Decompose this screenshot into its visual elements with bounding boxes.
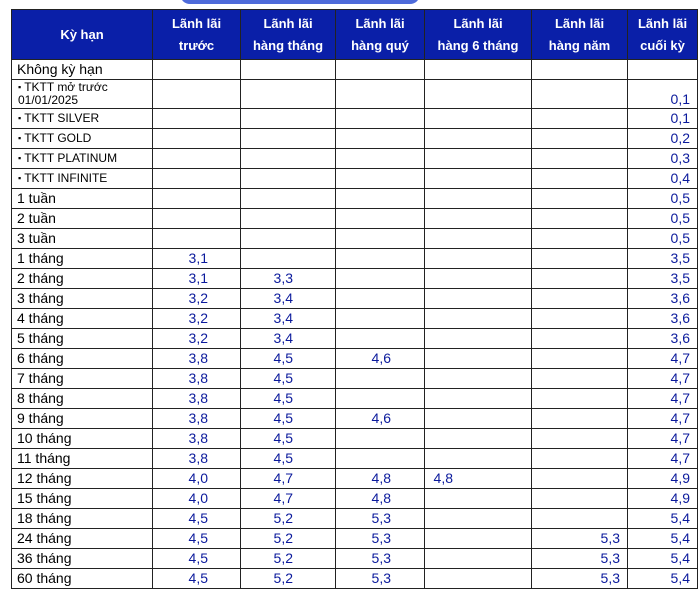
term-label: 24 tháng: [17, 530, 72, 546]
term-cell: [12, 149, 153, 169]
rate-cell: 5,3: [532, 529, 628, 549]
term-cell: [12, 409, 153, 429]
rate-cell: 5,2: [241, 549, 336, 569]
rate-cell: [532, 429, 628, 449]
rate-cell: 4,0: [153, 469, 241, 489]
table-header-row: [12, 10, 698, 60]
rate-cell: [153, 129, 241, 149]
rate-cell: 3,6: [628, 289, 698, 309]
header-term: Kỳ hạn: [12, 10, 153, 60]
rate-cell: [425, 489, 532, 509]
rate-cell: [241, 80, 336, 109]
rate-cell: [425, 289, 532, 309]
table-row: [12, 229, 698, 249]
term-label: 5 tháng: [17, 330, 64, 346]
rate-cell: [153, 109, 241, 129]
rate-cell: [336, 369, 425, 389]
rate-cell: [336, 60, 425, 80]
rate-cell: 0,5: [628, 209, 698, 229]
rate-cell: 5,2: [241, 509, 336, 529]
rate-cell: 4,9: [628, 489, 698, 509]
rate-cell: [241, 109, 336, 129]
rate-cell: 4,8: [425, 469, 532, 489]
rate-cell: 3,6: [628, 329, 698, 349]
rate-cell: 3,2: [153, 329, 241, 349]
table-row: [12, 389, 698, 409]
term-cell: [12, 329, 153, 349]
rate-cell: [532, 509, 628, 529]
rate-cell: 0,1: [628, 109, 698, 129]
rate-cell: [532, 369, 628, 389]
rate-cell: 3,1: [153, 249, 241, 269]
term-label: 1 tháng: [17, 250, 64, 266]
rate-cell: 0,3: [628, 149, 698, 169]
rate-cell: 4,8: [336, 469, 425, 489]
rate-cell: [153, 229, 241, 249]
rate-cell: [153, 169, 241, 189]
bullet-icon: ▪: [18, 133, 22, 143]
rate-cell: 3,4: [241, 289, 336, 309]
rate-cell: [532, 209, 628, 229]
rate-cell: [241, 169, 336, 189]
rate-cell: [336, 249, 425, 269]
rate-cell: 4,5: [153, 509, 241, 529]
term-label: 1 tuần: [17, 190, 56, 206]
rate-cell: 4,5: [153, 569, 241, 589]
table-row: [12, 289, 698, 309]
rate-cell: 4,6: [336, 409, 425, 429]
term-label: 8 tháng: [17, 390, 64, 406]
table-row: [12, 509, 698, 529]
rate-cell: [425, 449, 532, 469]
rate-cell: [241, 60, 336, 80]
term-label: 36 tháng: [17, 550, 72, 566]
rate-cell: 4,5: [153, 549, 241, 569]
rate-cell: [336, 269, 425, 289]
header-pay-yearly: Lãnh lãi hàng năm: [532, 10, 628, 60]
rate-cell: [425, 209, 532, 229]
bullet-icon: ▪: [18, 173, 22, 183]
header-pay-at-maturity: Lãnh lãi cuối kỳ: [628, 10, 698, 60]
rate-cell: [532, 469, 628, 489]
table-row: [12, 429, 698, 449]
rate-cell: [425, 229, 532, 249]
rate-cell: [532, 329, 628, 349]
rate-cell: [425, 60, 532, 80]
rate-cell: [336, 149, 425, 169]
rate-cell: [532, 60, 628, 80]
term-cell: [12, 429, 153, 449]
term-cell: [12, 569, 153, 589]
rate-cell: [425, 129, 532, 149]
interest-rate-table: [11, 9, 698, 589]
rate-cell: [425, 569, 532, 589]
term-cell: [12, 469, 153, 489]
rate-cell: 4,6: [336, 349, 425, 369]
term-cell: [12, 269, 153, 289]
rate-cell: [532, 389, 628, 409]
table-row: [12, 369, 698, 389]
rate-cell: 5,3: [336, 569, 425, 589]
table-row: [12, 309, 698, 329]
rate-cell: 4,0: [153, 489, 241, 509]
term-cell: [12, 60, 153, 80]
rate-cell: 0,1: [628, 80, 698, 109]
rate-cell: 5,4: [628, 529, 698, 549]
term-cell: [12, 349, 153, 369]
rate-cell: [532, 169, 628, 189]
rate-cell: [336, 109, 425, 129]
rate-cell: [425, 349, 532, 369]
term-label: 7 tháng: [17, 370, 64, 386]
rate-cell: [241, 149, 336, 169]
rate-cell: 0,5: [628, 189, 698, 209]
term-cell: [12, 129, 153, 149]
term-label: 3 tuần: [17, 230, 56, 246]
rate-cell: 5,3: [336, 509, 425, 529]
term-label: TKTT PLATINUM: [24, 151, 118, 165]
rate-cell: 3,4: [241, 329, 336, 349]
top-decoration: [180, 0, 420, 4]
term-label: 2 tháng: [17, 270, 64, 286]
rate-cell: [628, 60, 698, 80]
rate-cell: 4,7: [628, 409, 698, 429]
table-row: [12, 349, 698, 369]
rate-cell: [336, 229, 425, 249]
rate-cell: [425, 109, 532, 129]
term-cell: [12, 289, 153, 309]
rate-cell: 0,4: [628, 169, 698, 189]
rate-cell: [153, 149, 241, 169]
rate-cell: [425, 169, 532, 189]
term-label: TKTT mở trước 01/01/2025: [18, 80, 108, 107]
rate-cell: [336, 289, 425, 309]
bullet-icon: ▪: [18, 82, 22, 92]
rate-cell: [425, 269, 532, 289]
rate-cell: 5,2: [241, 529, 336, 549]
term-label: Không kỳ hạn: [17, 61, 103, 77]
rate-cell: 4,7: [628, 389, 698, 409]
rate-cell: 4,5: [241, 369, 336, 389]
table-row: [12, 449, 698, 469]
rate-cell: 0,2: [628, 129, 698, 149]
table-row: [12, 189, 698, 209]
rate-cell: 3,6: [628, 309, 698, 329]
rate-cell: [425, 80, 532, 109]
rate-cell: [336, 309, 425, 329]
rate-cell: 3,1: [153, 269, 241, 289]
term-label: 18 tháng: [17, 510, 72, 526]
table-row: [12, 249, 698, 269]
bullet-icon: ▪: [18, 113, 22, 123]
header-pay-quarterly: Lãnh lãi hàng quý: [336, 10, 425, 60]
rate-cell: [336, 389, 425, 409]
rate-cell: [425, 329, 532, 349]
rate-cell: 5,3: [532, 569, 628, 589]
rate-cell: [532, 289, 628, 309]
rate-cell: 3,3: [241, 269, 336, 289]
rate-cell: 4,7: [241, 469, 336, 489]
rate-cell: [425, 249, 532, 269]
rate-cell: [532, 409, 628, 429]
rate-cell: 4,5: [153, 529, 241, 549]
rate-cell: [532, 349, 628, 369]
rate-cell: [532, 80, 628, 109]
rate-cell: [425, 309, 532, 329]
rate-cell: [425, 149, 532, 169]
rate-cell: [425, 429, 532, 449]
term-label: 2 tuần: [17, 210, 56, 226]
rate-cell: [336, 189, 425, 209]
term-label: 11 tháng: [17, 450, 71, 466]
rate-cell: [425, 409, 532, 429]
table-row: [12, 60, 698, 80]
term-cell: [12, 169, 153, 189]
rate-cell: 4,7: [628, 349, 698, 369]
rate-cell: 4,7: [241, 489, 336, 509]
term-label: 12 tháng: [17, 470, 72, 486]
rate-cell: [241, 229, 336, 249]
term-label: 10 tháng: [17, 430, 72, 446]
rate-cell: 3,8: [153, 409, 241, 429]
rate-cell: [336, 129, 425, 149]
term-cell: [12, 189, 153, 209]
rate-cell: [153, 189, 241, 209]
rate-cell: 3,2: [153, 289, 241, 309]
rate-cell: 5,3: [532, 549, 628, 569]
rate-cell: 4,5: [241, 429, 336, 449]
rate-cell: [532, 249, 628, 269]
rate-cell: 4,7: [628, 449, 698, 469]
term-label: 4 tháng: [17, 310, 64, 326]
rate-cell: [425, 549, 532, 569]
term-cell: [12, 229, 153, 249]
rate-cell: [241, 249, 336, 269]
rate-cell: [336, 429, 425, 449]
term-cell: [12, 309, 153, 329]
rate-cell: 5,4: [628, 569, 698, 589]
rate-cell: [532, 449, 628, 469]
rate-cell: [425, 369, 532, 389]
rate-cell: [241, 209, 336, 229]
rate-cell: [153, 209, 241, 229]
term-label: 15 tháng: [17, 490, 72, 506]
table-row: [12, 209, 698, 229]
rate-cell: 5,3: [336, 549, 425, 569]
rate-cell: 3,8: [153, 429, 241, 449]
rate-cell: 5,3: [336, 529, 425, 549]
rate-cell: [336, 449, 425, 469]
rate-cell: 5,2: [241, 569, 336, 589]
rate-cell: 3,8: [153, 449, 241, 469]
rate-cell: 3,8: [153, 369, 241, 389]
term-cell: [12, 209, 153, 229]
rate-cell: 4,5: [241, 449, 336, 469]
term-cell: [12, 509, 153, 529]
rate-cell: 3,5: [628, 269, 698, 289]
rate-cell: [336, 169, 425, 189]
term-label: 3 tháng: [17, 290, 64, 306]
rate-cell: [532, 149, 628, 169]
rate-cell: [153, 80, 241, 109]
table-row: [12, 329, 698, 349]
header-pay-upfront: Lãnh lãi trước: [153, 10, 241, 60]
rate-cell: [532, 229, 628, 249]
rate-cell: 3,8: [153, 349, 241, 369]
table-row: [12, 269, 698, 289]
rate-cell: 4,7: [628, 429, 698, 449]
rate-cell: [241, 189, 336, 209]
rate-cell: [532, 309, 628, 329]
term-cell: [12, 549, 153, 569]
rate-cell: 4,5: [241, 349, 336, 369]
table-row: [12, 149, 698, 169]
header-pay-6-months: Lãnh lãi hàng 6 tháng: [425, 10, 532, 60]
term-label: TKTT INFINITE: [24, 171, 108, 185]
term-cell: [12, 369, 153, 389]
term-label: TKTT SILVER: [24, 111, 100, 125]
rate-cell: 3,5: [628, 249, 698, 269]
rate-cell: [425, 389, 532, 409]
rate-cell: [532, 269, 628, 289]
table-row: [12, 109, 698, 129]
term-cell: [12, 489, 153, 509]
rate-cell: 3,8: [153, 389, 241, 409]
rate-cell: [425, 509, 532, 529]
rate-cell: [532, 489, 628, 509]
term-label: 60 tháng: [17, 570, 72, 586]
rate-cell: [336, 209, 425, 229]
term-label: 6 tháng: [17, 350, 64, 366]
term-label: TKTT GOLD: [24, 131, 92, 145]
rate-cell: 3,2: [153, 309, 241, 329]
term-cell: [12, 80, 153, 109]
rate-cell: [532, 129, 628, 149]
table-row: [12, 529, 698, 549]
table-row: [12, 409, 698, 429]
term-label: 9 tháng: [17, 410, 64, 426]
rate-cell: [532, 189, 628, 209]
rate-cell: [336, 329, 425, 349]
rate-cell: 4,9: [628, 469, 698, 489]
bullet-icon: ▪: [18, 153, 22, 163]
table-row: [12, 80, 698, 109]
rate-cell: 5,4: [628, 549, 698, 569]
term-cell: [12, 449, 153, 469]
rate-cell: 3,4: [241, 309, 336, 329]
rate-cell: 4,7: [628, 369, 698, 389]
rate-cell: [336, 80, 425, 109]
header-pay-monthly: Lãnh lãi hàng tháng: [241, 10, 336, 60]
table-row: [12, 129, 698, 149]
rate-cell: 4,5: [241, 409, 336, 429]
rate-cell: 4,5: [241, 389, 336, 409]
table-row: [12, 569, 698, 589]
table-row: [12, 489, 698, 509]
table-row: [12, 549, 698, 569]
table-row: [12, 469, 698, 489]
rate-cell: [153, 60, 241, 80]
term-cell: [12, 249, 153, 269]
rate-cell: [425, 529, 532, 549]
rate-cell: [241, 129, 336, 149]
term-cell: [12, 389, 153, 409]
rate-cell: 4,8: [336, 489, 425, 509]
term-cell: [12, 109, 153, 129]
rate-cell: 5,4: [628, 509, 698, 529]
rate-cell: 0,5: [628, 229, 698, 249]
term-cell: [12, 529, 153, 549]
rate-cell: [532, 109, 628, 129]
table-row: [12, 169, 698, 189]
rate-cell: [425, 189, 532, 209]
